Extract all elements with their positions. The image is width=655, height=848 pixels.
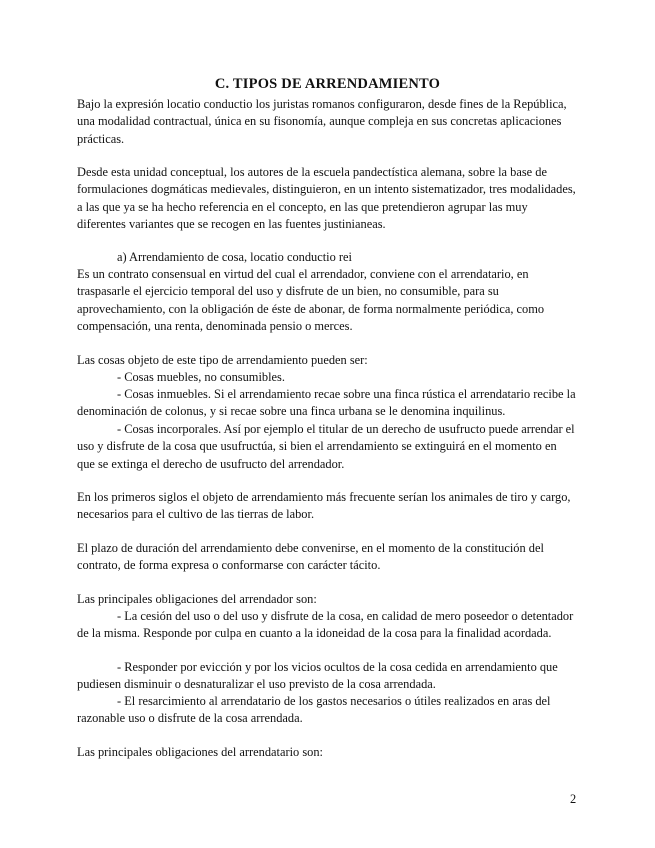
paragraph-plazo: El plazo de duración del arrendamiento debe convenirse, en el momento de la constitución del contrato, de forma expresa o conformarse con carácter tácito. (77, 541, 544, 573)
paragraph-intro: Bajo la expresión locatio conductio los juristas romanos configuraron, desde fines de la República, una modalidad contractual, única en su fisonomía, aunque compleja en sus concretas aplicaciones prácticas. (77, 97, 567, 146)
subheading-locatio-rei: a) Arrendamiento de cosa, locatio conductio rei (117, 250, 352, 264)
list-item-cesion: - La cesión del uso o del uso y disfrute de la cosa, en calidad de mero poseedor o detentador de la misma. Responde por culpa en cuanto a la idoneidad de la cosa para la finalidad acordada. (77, 609, 574, 641)
list-item-muebles: - Cosas muebles, no consumibles. (117, 370, 285, 384)
list-item-eviccion: - Responder por evicción y por los vicios ocultos de la cosa cedida en arrendamiento que pudiesen disminuir o desnaturalizar el uso previsto de la cosa arrendada. (77, 660, 558, 692)
section-title: C. TIPOS DE ARRENDAMIENTO (214, 76, 441, 92)
list-item-inmuebles: - Cosas inmuebles. Si el arrendamiento recae sobre una finca rústica el arrendatario recibe la denominación de colonus, y si recae sobre una finca urbana se le denomina inquilinus. (77, 387, 576, 419)
paragraph-pandectistica: Desde esta unidad conceptual, los autores de la escuela pandectística alemana, sobre la base de formulaciones dogmáticas medievales, distinguieron, en un intento sistematizador, tres modalidades, a las que ya se ha hecho referencia en el concepto, en las que pretendieron agrupar las muy diferentes variantes que se recogen en las fuentes justinianeas. (77, 165, 576, 231)
page-number: 2 (570, 792, 577, 806)
list-item-incorporales: - Cosas incorporales. Así por ejemplo el titular de un derecho de usufructo puede arrendar el uso y disfrute de la cosa que usufructúa, si bien el arrendamiento se extinguirá en el momento en que se extinga el derecho de usufructo del arrendador. (77, 422, 575, 471)
paragraph-objects-intro: Las cosas objeto de este tipo de arrendamiento pueden ser: (77, 353, 368, 367)
paragraph-arrendador-intro: Las principales obligaciones del arrendador son: (77, 592, 317, 606)
paragraph-primeros-siglos: En los primeros siglos el objeto de arrendamiento más frecuente serían los animales de tiro y cargo, necesarios para el cultivo de las tierras de labor. (77, 490, 571, 522)
list-item-resarcimiento: - El resarcimiento al arrendatario de los gastos necesarios o útiles realizados en aras del razonable uso o disfrute de la cosa arrendada. (77, 694, 551, 726)
paragraph-definition: Es un contrato consensual en virtud del cual el arrendador, conviene con el arrendatario, en traspasarle el ejercicio temporal del uso y disfrute de un bien, no consumible, para su aprovechamiento, con la obligación de éste de abonar, de forma normalmente periódica, como compensación, una renta, denominada pensio o merces. (77, 267, 545, 333)
paragraph-arrendatario-intro: Las principales obligaciones del arrendatario son: (77, 745, 324, 759)
